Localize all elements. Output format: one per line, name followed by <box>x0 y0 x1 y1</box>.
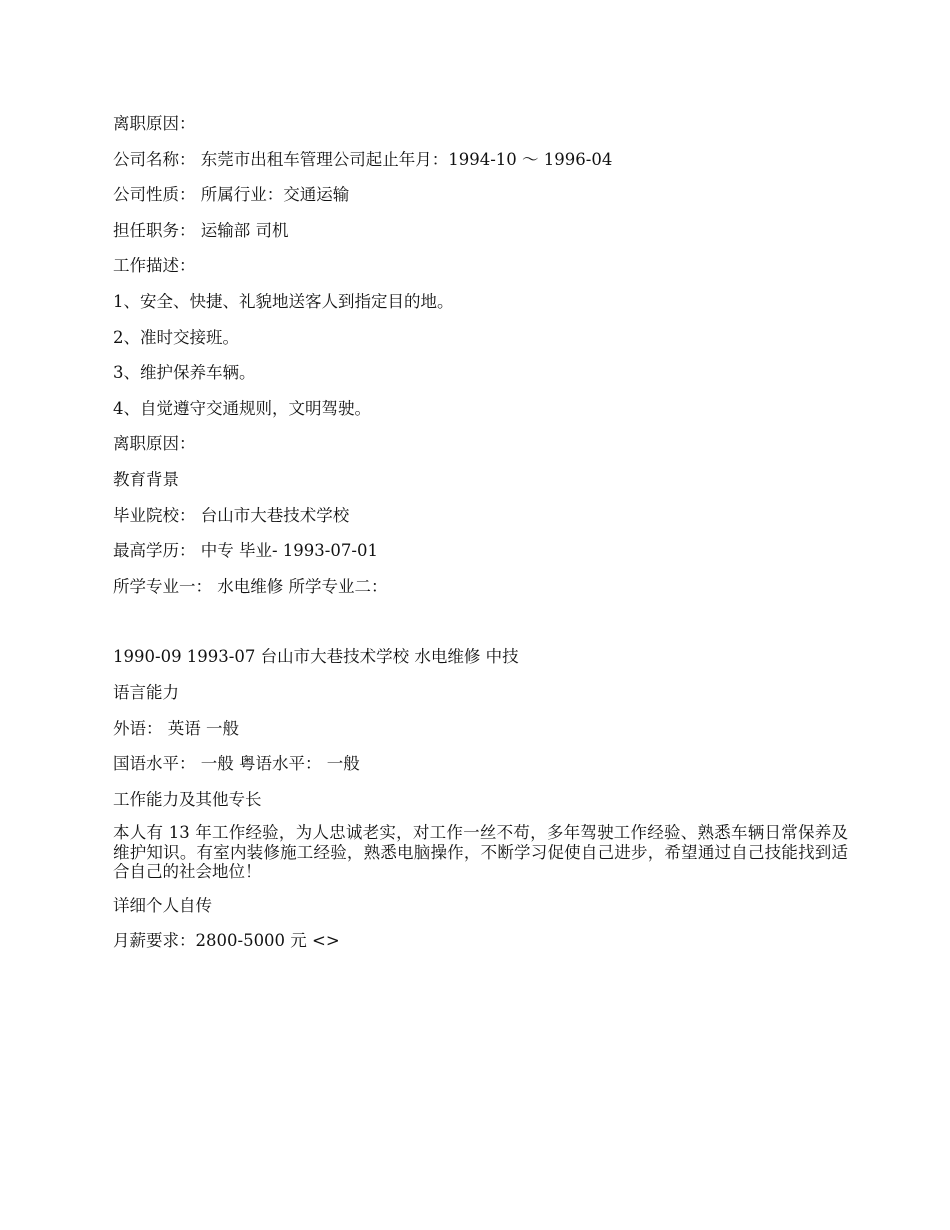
company-name: 公司名称： 东莞市出租车管理公司起止年月：1994-10 ～ 1996-04 <box>113 149 613 169</box>
leave-reason-2: 离职原因： <box>113 434 196 454</box>
position: 担任职务： 运输部 司机 <box>113 220 289 240</box>
company-type: 公司性质： 所属行业：交通运输 <box>113 185 350 205</box>
spacer <box>113 610 848 645</box>
salary-requirement: 月薪要求：2800-5000 元 <> <box>113 931 340 951</box>
skills-heading: 工作能力及其他专长 <box>113 789 262 809</box>
leave-reason-1: 离职原因： <box>113 114 196 133</box>
work-description-item: 3、维护保养车辆。 <box>113 363 256 383</box>
resume-page <box>113 112 848 965</box>
work-description-item: 1、安全、快捷、礼貌地送客人到指定目的地。 <box>113 291 454 311</box>
education-record: 1990-09 1993-07 台山市大巷技术学校 水电维修 中技 <box>113 647 519 667</box>
work-description-item: 4、自觉遵守交通规则，文明驾驶。 <box>113 398 371 418</box>
bio-heading: 详细个人自传 <box>113 895 212 915</box>
work-description-item: 2、准时交接班。 <box>113 327 239 347</box>
skills-paragraph: 本人有 13 年工作经验，为人忠诚老实，对工作一丝不苟，多年驾驶工作经验、熟悉车辆日常保养及维护知识。有室内装修施工经验，熟悉电脑操作，不断学习促使自己进步，希望通过自己技能找到适合自己的社会地位！ <box>113 823 848 882</box>
education-heading: 教育背景 <box>113 469 179 489</box>
language-levels: 国语水平： 一般 粤语水平： 一般 <box>113 754 360 774</box>
language-heading: 语言能力 <box>113 682 179 702</box>
majors: 所学专业一： 水电维修 所学专业二： <box>113 576 388 596</box>
graduated-school: 毕业院校： 台山市大巷技术学校 <box>113 505 350 525</box>
highest-degree: 最高学历： 中专 毕业- 1993-07-01 <box>113 541 378 561</box>
work-description-title: 工作描述： <box>113 256 196 276</box>
foreign-language: 外语： 英语 一般 <box>113 718 239 738</box>
